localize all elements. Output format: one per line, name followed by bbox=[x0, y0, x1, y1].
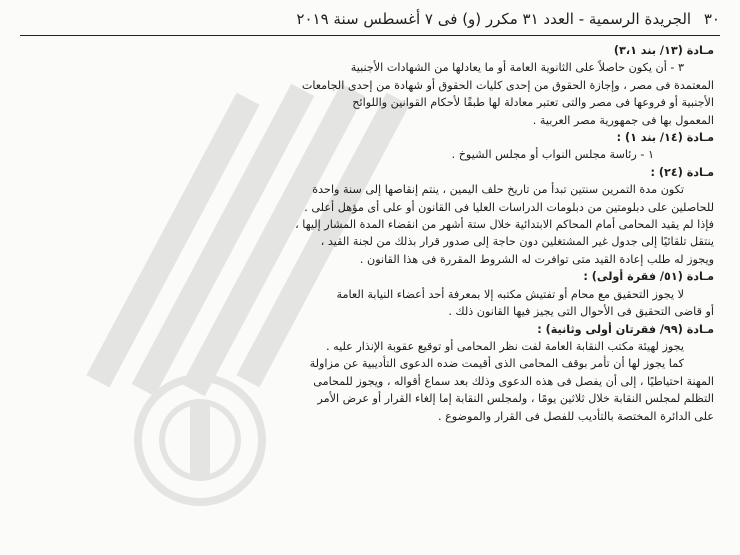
body-line: للحاصلين على دبلومتين من دبلومات الدراسات العليا فى القانون أو على أى مؤهل أعلى . bbox=[304, 200, 714, 214]
body-line: الأجنبية أو فروعها فى مصر والتى تعتبر معادلة لها طبقًا لأحكام القوانين واللوائح bbox=[352, 96, 714, 110]
body-line: أو قاضى التحقيق فى الأحوال التى يجيز فيها القانون ذلك . bbox=[448, 305, 714, 319]
article-14-heading: مـادة (١٤/ بند ١) : bbox=[616, 131, 714, 145]
page-number: ٣٠ bbox=[703, 10, 720, 28]
header-title: الجريدة الرسمية - العدد ٣١ مكرر (و) فى ٧ أغسطس سنة ٢٠١٩ bbox=[296, 10, 692, 28]
body-line: ١ - رئاسة مجلس النواب أو مجلس الشيوخ . bbox=[451, 148, 654, 162]
body-line: المعمول بها فى جمهورية مصر العربية . bbox=[532, 113, 714, 127]
body-line: المعتمدة فى مصر ، وإجازة الحقوق من إحدى كليات الحقوق أو شهادة من إحدى الجامعات bbox=[301, 78, 714, 92]
header-rule bbox=[20, 35, 720, 36]
article-51-heading: مـادة (٥١/ فقرة أولى) : bbox=[583, 270, 714, 284]
body-line: يجوز لهيئة مكتب النقابة العامة لفت نظر المحامى أو توقيع عقوبة الإنذار عليه . bbox=[325, 339, 684, 353]
body-line: ٣ - أن يكون حاصلاً على الثانوية العامة أو ما يعادلها من الشهادات الأجنبية bbox=[350, 61, 684, 75]
page-header bbox=[20, 6, 720, 32]
body-line: ينتقل تلقائيًا إلى جدول غير المشتغلين دون حاجة إلى صدور قرار بذلك من لجنة القيد ، bbox=[320, 235, 714, 249]
body-line: تكون مدة التمرين سنتين تبدأ من تاريخ حلف اليمين ، ينتم إنقاصها إلى سنة واحدة bbox=[312, 183, 684, 197]
article-99-heading: مـادة (٩٩/ فقرتان أولى وثانية) : bbox=[537, 322, 714, 336]
article-24-heading: مـادة (٢٤) : bbox=[650, 165, 714, 179]
body-line: لا يجوز التحقيق مع محام أو تفتيش مكتبه إلا بمعرفة أحد أعضاء النيابة العامة bbox=[336, 287, 684, 301]
document-body bbox=[34, 42, 714, 425]
body-line: التظلم لمجلس النقابة خلال ثلاثين يومًا ، ولمجلس النقابة إما إلغاء القرار أو عرض الأمر bbox=[317, 392, 714, 406]
body-line: على الدائرة المختصة بالتأديب للفصل فى القرار والموضوع . bbox=[437, 409, 714, 423]
article-13-heading: مـادة (١٣/ بند ٣،١) bbox=[613, 44, 714, 57]
body-line: ويجوز له طلب إعادة القيد متى توافرت له الشروط المقررة فى هذا القانون . bbox=[359, 252, 714, 266]
body-line: كما يجوز لها أن تأمر بوقف المحامى الذى أقيمت ضده الدعوى التأديبية عن مزاولة bbox=[309, 357, 684, 371]
body-line: فإذا لم يقيد المحامى أمام المحاكم الابتدائية خلال ستة أشهر من انقضاء المدة المشار إليها ، bbox=[295, 218, 714, 232]
body-line: المهنة احتياطيًا ، إلى أن يفصل فى هذه الدعوى وذلك بعد سماع أقواله ، ويجوز للمحامى bbox=[313, 374, 714, 388]
